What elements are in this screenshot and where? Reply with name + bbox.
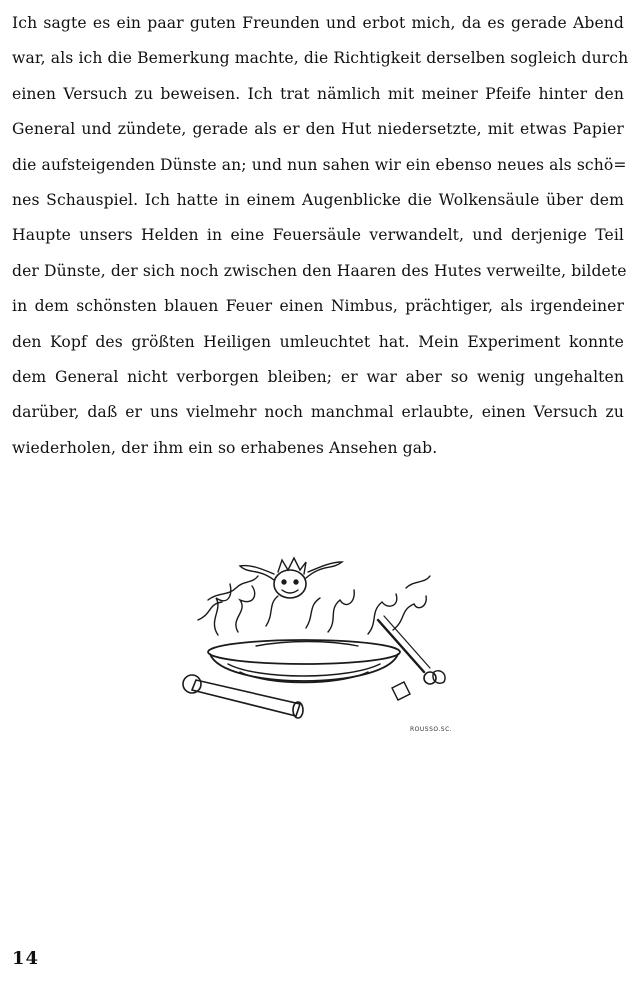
text-line: Ich sagte es ein paar guten Freunden und erbot mich, da es gerade Abend	[12, 14, 624, 32]
flame-stroke	[236, 586, 255, 632]
flame-stroke	[406, 576, 430, 588]
flame-stroke	[208, 576, 258, 600]
flame-stroke	[266, 596, 278, 626]
stick	[384, 616, 430, 668]
text-line: der Dünste, der sich noch zwischen den Haaren des Hutes verweilte, bildete	[12, 261, 627, 280]
flame-stroke	[328, 590, 354, 632]
text-line: in dem schönsten blauen Feuer einen Nimbus, prächtiger, als irgendeiner	[12, 297, 624, 316]
stick-end	[424, 672, 436, 684]
debris	[392, 682, 410, 700]
bowl-hatching	[228, 664, 380, 676]
engraver-signature: ROUSSO.SC.	[410, 726, 453, 733]
demon-wing	[306, 562, 342, 578]
debris	[433, 671, 445, 684]
flame-stroke	[306, 598, 320, 628]
text-line: einen Versuch zu beweisen. Ich trat nämlich mit meiner Pfeife hinter den	[12, 84, 624, 103]
demon-eye	[282, 580, 286, 584]
flame-stroke	[368, 594, 397, 634]
text-line: die aufsteigenden Dünste an; und nun sahen wir ein ebenso neues als schö=	[12, 155, 627, 174]
text-line: wiederholen, der ihm ein so erhabenes Ansehen gab.	[12, 438, 438, 457]
page-number: 14	[12, 948, 40, 969]
flame-stroke	[393, 596, 426, 630]
text-line: war, als ich die Bemerkung machte, die Richtigkeit derselben sogleich durch	[12, 49, 629, 68]
demon-eye	[294, 580, 298, 584]
text-line: dem General nicht verborgen bleiben; er war aber so wenig ungehalten	[12, 367, 624, 386]
bowl-rim	[208, 640, 400, 664]
text-line: darüber, daß er uns vielmehr noch manchmal erlaubte, einen Versuch zu	[12, 403, 624, 422]
text-line: Haupte unsers Helden in eine Feuersäule verwandelt, und derjenige Teil	[12, 226, 624, 245]
bowl-hatching	[256, 642, 358, 647]
vignette-illustration	[178, 540, 458, 740]
body-text	[12, 6, 629, 466]
text-line: nes Schauspiel. Ich hatte in einem Augenblicke die Wolkensäule über dem	[12, 190, 624, 209]
flame-stroke	[214, 584, 230, 635]
demon-head	[274, 570, 306, 598]
demon-mouth	[282, 590, 298, 593]
text-line: den Kopf des größten Heiligen umleuchtet hat. Mein Experiment konnte	[12, 332, 624, 351]
bone	[192, 680, 300, 716]
text-line: General und zündete, gerade als er den Hut niedersetzte, mit etwas Papier	[12, 120, 624, 139]
